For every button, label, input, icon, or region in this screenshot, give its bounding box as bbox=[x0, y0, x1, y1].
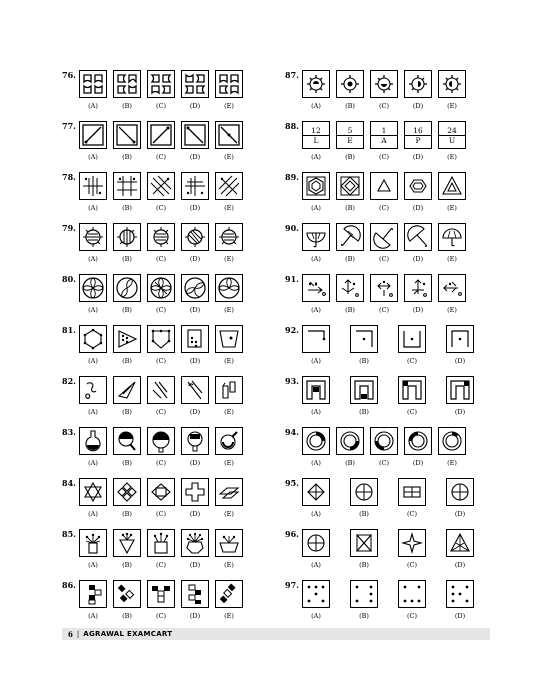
option-figure[interactable]: (C) bbox=[146, 529, 176, 569]
umbrella-figure bbox=[304, 225, 328, 249]
question-89 bbox=[285, 170, 495, 221]
star-figure bbox=[115, 480, 139, 504]
arrows-dots-figure bbox=[406, 276, 430, 300]
option-figure[interactable]: (B) bbox=[112, 427, 142, 467]
divided-shape-figure bbox=[448, 480, 472, 504]
quad-shapes-figure bbox=[183, 72, 207, 96]
question-77 bbox=[62, 119, 272, 170]
option-figure[interactable]: (E) bbox=[437, 70, 467, 110]
option-figure[interactable]: (B) bbox=[335, 427, 365, 467]
option-figure[interactable]: (B) bbox=[112, 172, 142, 212]
option-figure[interactable]: (D) bbox=[180, 121, 210, 161]
abstract-shape-figure bbox=[115, 378, 139, 402]
vase-flowers-figure bbox=[115, 531, 139, 555]
option-figure[interactable]: (D) bbox=[403, 223, 433, 263]
option-figure[interactable]: (E) bbox=[214, 274, 244, 314]
option-figure[interactable]: (B) bbox=[349, 580, 379, 620]
option-figure[interactable]: (C) bbox=[397, 376, 427, 416]
question-88 bbox=[285, 119, 495, 170]
option-figure[interactable]: (C) bbox=[146, 325, 176, 365]
question-number: 77. bbox=[62, 121, 76, 131]
question-91 bbox=[285, 272, 495, 323]
option-figure[interactable]: (B) bbox=[112, 529, 142, 569]
question-79 bbox=[62, 221, 272, 272]
nested-shapes-figure bbox=[406, 174, 430, 198]
arrows-dots-figure bbox=[338, 276, 362, 300]
question-number: 76. bbox=[62, 70, 76, 80]
answer-figures bbox=[78, 121, 244, 161]
petal-circle-figure bbox=[149, 276, 173, 300]
quad-shapes-figure bbox=[149, 72, 173, 96]
option-figure[interactable]: (C) bbox=[369, 223, 399, 263]
option-figure[interactable]: (A) bbox=[78, 121, 108, 161]
hourglass-figure bbox=[352, 531, 376, 555]
option-figure[interactable]: (D) bbox=[180, 580, 210, 620]
option-figure[interactable]: (A) bbox=[78, 376, 108, 416]
gear-circle-figure bbox=[372, 72, 396, 96]
dotted-polygon-figure bbox=[149, 327, 173, 351]
answer-figures bbox=[301, 529, 475, 569]
option-figure[interactable]: (B) bbox=[112, 478, 142, 518]
bracket-figure bbox=[352, 327, 376, 351]
question-90 bbox=[285, 221, 495, 272]
page-number: 6 bbox=[68, 629, 73, 639]
option-figure[interactable]: (A) bbox=[78, 223, 108, 263]
question-number: 94. bbox=[285, 427, 299, 437]
nested-shapes-figure bbox=[338, 174, 362, 198]
umbrella-figure bbox=[372, 225, 396, 249]
question-number: 90. bbox=[285, 223, 299, 233]
diagonal-square-figure bbox=[149, 123, 173, 147]
diagonal-square-figure bbox=[81, 123, 105, 147]
nested-shapes-figure bbox=[440, 174, 464, 198]
answer-figures bbox=[301, 580, 475, 620]
frame-figure bbox=[352, 378, 376, 402]
answer-figures bbox=[78, 580, 244, 620]
dots-figure bbox=[448, 582, 472, 606]
cross-lines-figure bbox=[183, 174, 207, 198]
option-figure[interactable]: (C) bbox=[146, 172, 176, 212]
quad-shapes-figure bbox=[217, 72, 241, 96]
abstract-shape-figure bbox=[217, 378, 241, 402]
question-85 bbox=[62, 527, 272, 578]
right-column bbox=[285, 68, 495, 629]
answer-figures bbox=[301, 172, 467, 212]
answer-figures bbox=[301, 70, 467, 110]
answer-figures bbox=[301, 223, 467, 263]
option-figure[interactable]: (C) bbox=[146, 376, 176, 416]
option-figure[interactable]: (A) bbox=[78, 580, 108, 620]
option-figure[interactable]: (A) bbox=[78, 325, 108, 365]
option-figure[interactable]: (D) bbox=[445, 325, 475, 365]
abstract-shape-figure bbox=[81, 378, 105, 402]
option-figure[interactable]: (C) bbox=[146, 70, 176, 110]
option-figure[interactable]: (A) bbox=[78, 529, 108, 569]
triangle-star-figure bbox=[448, 531, 472, 555]
publisher-brand: AGRAWAL EXAMCART bbox=[83, 630, 173, 638]
option-figure[interactable]: (D) bbox=[403, 172, 433, 212]
question-83 bbox=[62, 425, 272, 476]
bracket-figure bbox=[400, 327, 424, 351]
question-number: 79. bbox=[62, 223, 76, 233]
question-number: 92. bbox=[285, 325, 299, 335]
answer-figures bbox=[78, 478, 244, 518]
vase-flowers-figure bbox=[81, 531, 105, 555]
ring-figure bbox=[406, 429, 430, 453]
question-number: 80. bbox=[62, 274, 76, 284]
option-figure[interactable]: (E) bbox=[214, 478, 244, 518]
answer-figures bbox=[78, 274, 244, 314]
divided-shape-figure bbox=[352, 480, 376, 504]
flask-figure bbox=[149, 429, 173, 453]
arrows-dots-figure bbox=[372, 276, 396, 300]
block-figure bbox=[183, 582, 207, 606]
dotted-polygon-figure bbox=[81, 327, 105, 351]
option-figure[interactable]: (A) bbox=[78, 70, 108, 110]
option-figure[interactable]: (A) bbox=[301, 529, 331, 569]
answer-figures bbox=[78, 529, 244, 569]
option-figure[interactable]: (C) bbox=[146, 427, 176, 467]
option-figure[interactable]: (A) bbox=[78, 274, 108, 314]
option-figure[interactable]: 1 A (C) bbox=[369, 121, 399, 161]
question-number: 81. bbox=[62, 325, 76, 335]
answer-figures bbox=[301, 427, 467, 467]
option-figure[interactable]: (D) bbox=[445, 478, 475, 518]
option-figure[interactable]: (C) bbox=[369, 70, 399, 110]
question-number: 96. bbox=[285, 529, 299, 539]
footer-separator: | bbox=[76, 630, 80, 638]
petal-circle-figure bbox=[81, 276, 105, 300]
option-figure[interactable]: (D) bbox=[403, 427, 433, 467]
option-figure[interactable]: (C) bbox=[397, 325, 427, 365]
question-86 bbox=[62, 578, 272, 629]
option-figure[interactable]: (C) bbox=[146, 121, 176, 161]
umbrella-figure bbox=[338, 225, 362, 249]
option-figure[interactable]: (E) bbox=[437, 427, 467, 467]
option-figure[interactable]: (C) bbox=[146, 274, 176, 314]
block-figure bbox=[115, 582, 139, 606]
block-figure bbox=[81, 582, 105, 606]
vase-flowers-figure bbox=[217, 531, 241, 555]
gear-circle-figure bbox=[406, 72, 430, 96]
option-figure[interactable]: (D) bbox=[445, 580, 475, 620]
star-figure bbox=[183, 480, 207, 504]
answer-figures bbox=[301, 121, 467, 161]
option-figure[interactable]: (C) bbox=[146, 223, 176, 263]
question-number: 95. bbox=[285, 478, 299, 488]
question-97 bbox=[285, 578, 495, 629]
option-figure[interactable]: (B) bbox=[112, 376, 142, 416]
petal-circle-figure bbox=[217, 276, 241, 300]
arrows-dots-figure bbox=[304, 276, 328, 300]
option-figure[interactable]: (C) bbox=[146, 478, 176, 518]
hatched-sun-figure bbox=[149, 225, 173, 249]
option-figure[interactable]: (C) bbox=[369, 172, 399, 212]
option-figure[interactable]: (C) bbox=[369, 274, 399, 314]
question-96 bbox=[285, 527, 495, 578]
question-76 bbox=[62, 68, 272, 119]
hatched-sun-figure bbox=[183, 225, 207, 249]
option-figure[interactable]: (B) bbox=[112, 325, 142, 365]
quad-shapes-figure bbox=[81, 72, 105, 96]
option-figure[interactable]: (E) bbox=[214, 580, 244, 620]
divided-shape-figure bbox=[400, 480, 424, 504]
question-number: 83. bbox=[62, 427, 76, 437]
question-number: 91. bbox=[285, 274, 299, 284]
arrows-dots-figure bbox=[440, 276, 464, 300]
question-82 bbox=[62, 374, 272, 425]
flask-figure bbox=[217, 429, 241, 453]
option-figure[interactable]: (B) bbox=[112, 580, 142, 620]
answer-figures bbox=[301, 325, 475, 365]
hatched-sun-figure bbox=[81, 225, 105, 249]
option-figure[interactable]: (B) bbox=[112, 121, 142, 161]
question-number: 89. bbox=[285, 172, 299, 182]
ring-figure bbox=[372, 429, 396, 453]
bracket-figure bbox=[448, 327, 472, 351]
option-figure[interactable]: (E) bbox=[214, 70, 244, 110]
option-figure[interactable]: (C) bbox=[146, 580, 176, 620]
option-figure[interactable]: 16 P (D) bbox=[403, 121, 433, 161]
flask-figure bbox=[183, 429, 207, 453]
option-figure[interactable]: (B) bbox=[112, 274, 142, 314]
bracket-figure bbox=[304, 327, 328, 351]
option-figure[interactable]: (D) bbox=[403, 274, 433, 314]
question-number: 78. bbox=[62, 172, 76, 182]
option-figure[interactable]: (B) bbox=[349, 478, 379, 518]
option-figure[interactable]: (D) bbox=[180, 70, 210, 110]
answer-figures bbox=[301, 478, 475, 518]
ring-figure bbox=[338, 429, 362, 453]
option-figure[interactable]: (E) bbox=[437, 172, 467, 212]
option-figure[interactable]: (E) bbox=[214, 223, 244, 263]
option-figure[interactable]: (A) bbox=[301, 580, 331, 620]
question-78 bbox=[62, 170, 272, 221]
vase-flowers-figure bbox=[149, 531, 173, 555]
option-figure[interactable]: (D) bbox=[180, 274, 210, 314]
answer-figures bbox=[301, 274, 467, 314]
ring-figure bbox=[440, 429, 464, 453]
option-figure[interactable]: (A) bbox=[301, 70, 331, 110]
abstract-shape-figure bbox=[183, 378, 207, 402]
cross-lines-figure bbox=[81, 174, 105, 198]
umbrella-figure bbox=[406, 225, 430, 249]
dotted-polygon-figure bbox=[217, 327, 241, 351]
block-figure bbox=[149, 582, 173, 606]
option-figure[interactable]: (D) bbox=[403, 70, 433, 110]
divided-shape-figure bbox=[304, 480, 328, 504]
dotted-polygon-figure bbox=[115, 327, 139, 351]
question-number: 86. bbox=[62, 580, 76, 590]
option-figure[interactable]: (B) bbox=[335, 172, 365, 212]
star-figure bbox=[217, 480, 241, 504]
answer-figures bbox=[78, 172, 244, 212]
option-figure[interactable]: (B) bbox=[349, 376, 379, 416]
option-figure[interactable]: (E) bbox=[214, 172, 244, 212]
option-figure[interactable]: (E) bbox=[214, 121, 244, 161]
question-94 bbox=[285, 425, 495, 476]
option-figure[interactable]: (D) bbox=[180, 529, 210, 569]
option-figure[interactable]: (A) bbox=[301, 274, 331, 314]
answer-figures bbox=[78, 325, 244, 365]
hatched-sun-figure bbox=[217, 225, 241, 249]
option-figure[interactable]: 24 U (E) bbox=[437, 121, 467, 161]
question-number: 82. bbox=[62, 376, 76, 386]
option-figure[interactable]: (B) bbox=[335, 70, 365, 110]
option-figure[interactable]: (A) bbox=[78, 427, 108, 467]
option-figure[interactable]: (C) bbox=[397, 478, 427, 518]
frame-figure bbox=[448, 378, 472, 402]
question-81 bbox=[62, 323, 272, 374]
flask-figure bbox=[81, 429, 105, 453]
answer-figures bbox=[78, 427, 244, 467]
question-number: 87. bbox=[285, 70, 299, 80]
ring-figure bbox=[304, 429, 328, 453]
option-figure[interactable]: 12 L (A) bbox=[301, 121, 331, 161]
option-figure[interactable]: (A) bbox=[301, 376, 331, 416]
frame-figure bbox=[304, 378, 328, 402]
option-figure[interactable]: (E) bbox=[437, 223, 467, 263]
question-number: 84. bbox=[62, 478, 76, 488]
option-figure[interactable]: (D) bbox=[180, 172, 210, 212]
crossed-circle-figure bbox=[304, 531, 328, 555]
option-figure[interactable]: 5 E (B) bbox=[335, 121, 365, 161]
option-figure[interactable]: (A) bbox=[301, 478, 331, 518]
petal-circle-figure bbox=[115, 276, 139, 300]
left-column bbox=[62, 68, 272, 629]
option-figure[interactable]: (D) bbox=[180, 223, 210, 263]
nested-shapes-figure bbox=[372, 174, 396, 198]
abstract-shape-figure bbox=[149, 378, 173, 402]
answer-figures bbox=[301, 376, 475, 416]
diagonal-square-figure bbox=[183, 123, 207, 147]
nested-shapes-figure bbox=[304, 174, 328, 198]
option-figure[interactable]: (A) bbox=[301, 325, 331, 365]
star-figure bbox=[81, 480, 105, 504]
option-figure[interactable]: (A) bbox=[301, 223, 331, 263]
option-figure[interactable]: (C) bbox=[397, 529, 427, 569]
question-93 bbox=[285, 374, 495, 425]
star-four-figure bbox=[400, 531, 424, 555]
option-figure[interactable]: (B) bbox=[349, 325, 379, 365]
diagonal-square-figure bbox=[115, 123, 139, 147]
petal-circle-figure bbox=[183, 276, 207, 300]
option-figure[interactable]: (A) bbox=[78, 478, 108, 518]
question-number: 85. bbox=[62, 529, 76, 539]
answer-figures bbox=[78, 376, 244, 416]
answer-figures bbox=[78, 223, 244, 263]
option-figure[interactable]: (A) bbox=[78, 172, 108, 212]
cross-lines-figure bbox=[217, 174, 241, 198]
option-figure[interactable]: (A) bbox=[301, 427, 331, 467]
option-figure[interactable]: (E) bbox=[437, 274, 467, 314]
dots-figure bbox=[352, 582, 376, 606]
option-figure[interactable]: (A) bbox=[301, 172, 331, 212]
option-figure[interactable]: (D) bbox=[180, 376, 210, 416]
star-figure bbox=[149, 480, 173, 504]
dots-figure bbox=[304, 582, 328, 606]
option-figure[interactable]: (E) bbox=[214, 325, 244, 365]
frame-figure bbox=[400, 378, 424, 402]
option-figure[interactable]: (C) bbox=[397, 580, 427, 620]
question-80 bbox=[62, 272, 272, 323]
option-figure[interactable]: (D) bbox=[180, 325, 210, 365]
hatched-sun-figure bbox=[115, 225, 139, 249]
gear-circle-figure bbox=[304, 72, 328, 96]
answer-figures bbox=[78, 70, 244, 110]
option-figure[interactable]: (B) bbox=[112, 223, 142, 263]
gear-circle-figure bbox=[338, 72, 362, 96]
flask-figure bbox=[115, 429, 139, 453]
option-figure[interactable]: (B) bbox=[112, 70, 142, 110]
question-84 bbox=[62, 476, 272, 527]
vase-flowers-figure bbox=[183, 531, 207, 555]
option-figure[interactable]: (D) bbox=[445, 529, 475, 569]
gear-circle-figure bbox=[440, 72, 464, 96]
question-95 bbox=[285, 476, 495, 527]
dotted-polygon-figure bbox=[183, 327, 207, 351]
option-figure[interactable]: (B) bbox=[335, 274, 365, 314]
page-footer bbox=[62, 628, 490, 640]
option-figure[interactable]: (E) bbox=[214, 529, 244, 569]
cross-lines-figure bbox=[149, 174, 173, 198]
dots-figure bbox=[400, 582, 424, 606]
diagonal-square-figure bbox=[217, 123, 241, 147]
quad-shapes-figure bbox=[115, 72, 139, 96]
cross-lines-figure bbox=[115, 174, 139, 198]
option-figure[interactable]: (D) bbox=[180, 478, 210, 518]
option-figure[interactable]: (E) bbox=[214, 376, 244, 416]
question-87 bbox=[285, 68, 495, 119]
question-number: 93. bbox=[285, 376, 299, 386]
question-number: 88. bbox=[285, 121, 299, 131]
option-figure[interactable]: (D) bbox=[445, 376, 475, 416]
block-figure bbox=[217, 582, 241, 606]
option-figure[interactable]: (B) bbox=[335, 223, 365, 263]
question-92 bbox=[285, 323, 495, 374]
umbrella-figure bbox=[440, 225, 464, 249]
question-number: 97. bbox=[285, 580, 299, 590]
option-figure[interactable]: (C) bbox=[369, 427, 399, 467]
option-figure[interactable]: (B) bbox=[349, 529, 379, 569]
option-figure[interactable]: (D) bbox=[180, 427, 210, 467]
option-figure[interactable]: (E) bbox=[214, 427, 244, 467]
